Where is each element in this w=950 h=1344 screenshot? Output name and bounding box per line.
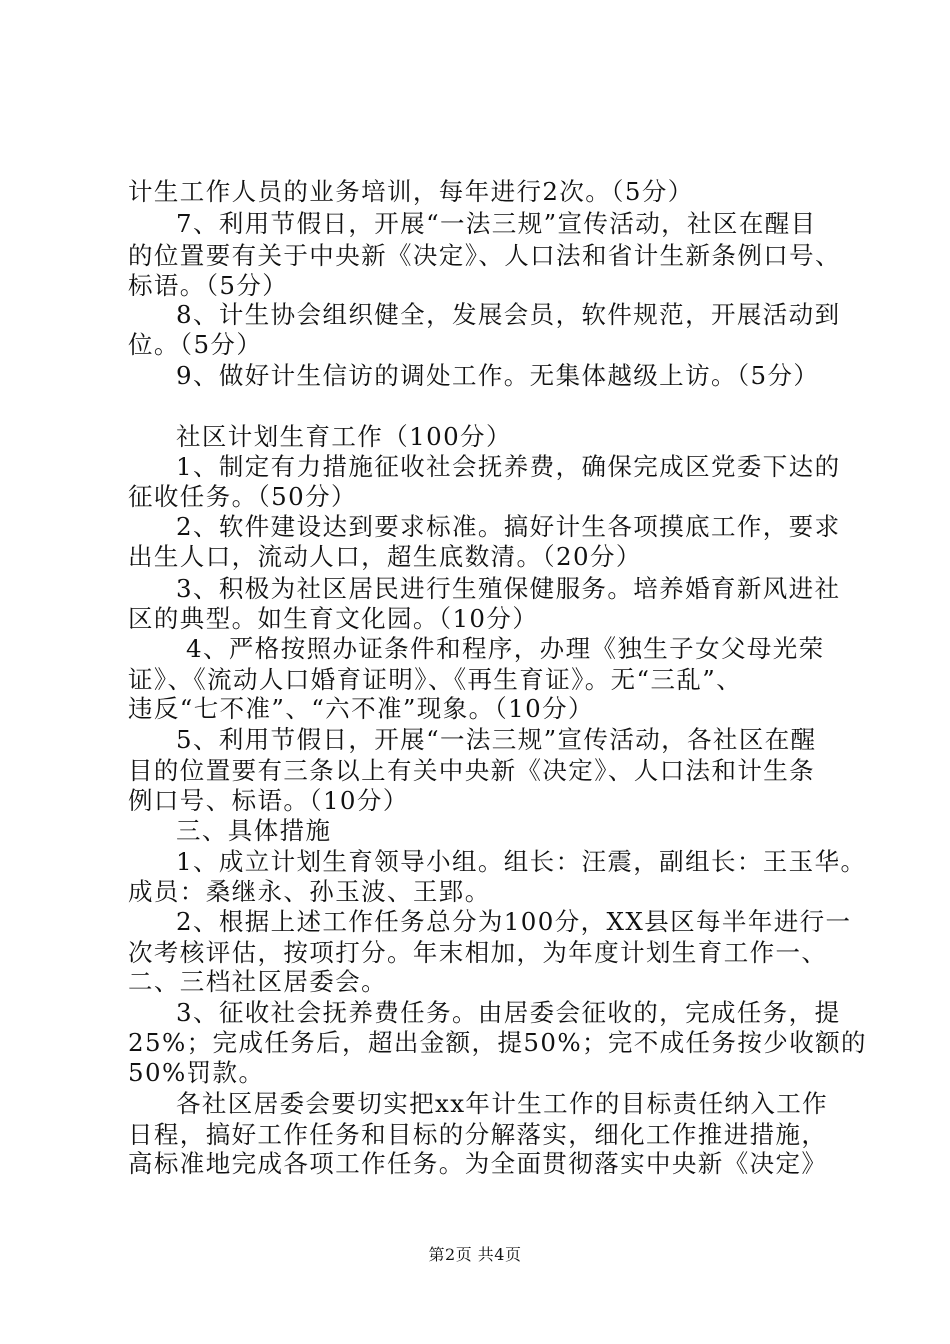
text-line: 的位置要有关于中央新《决定》、人口法和省计生新条例口号、: [128, 241, 841, 270]
text-line: 高标准地完成各项工作任务。为全面贯彻落实中央新《决定》: [128, 1149, 828, 1178]
text-line: 1、制定有力措施征收社会抚养费，确保完成区党委下达的: [176, 452, 841, 481]
text-line: 9、做好计生信访的调处工作。无集体越级上访。（5分）: [176, 361, 820, 390]
text-line: 位。（5分）: [128, 330, 263, 359]
page-number-footer: 第2页 共4页: [428, 1245, 522, 1264]
text-line: 5、利用节假日，开展“一法三规”宣传活动，各社区在醒: [176, 725, 817, 754]
text-line: 3、征收社会抚养费任务。由居委会征收的，完成任务，提: [176, 998, 841, 1027]
text-line: 计生工作人员的业务培训，每年进行2次。（5分）: [128, 177, 694, 206]
text-line: 4、严格按照办证条件和程序，办理《独生子女父母光荣: [186, 634, 825, 663]
text-line: 区的典型。如生育文化园。（10分）: [128, 604, 539, 633]
text-line: 7、利用节假日，开展“一法三规”宣传活动，社区在醒目: [176, 209, 817, 238]
text-line: 二、三档社区居委会。: [128, 967, 387, 996]
text-line: 次考核评估，按项打分。年末相加，为年度计划生育工作一、: [128, 938, 828, 967]
text-line: 征收任务。（50分）: [128, 482, 357, 511]
text-line: 2、软件建设达到要求标准。搞好计生各项摸底工作，要求: [176, 512, 841, 541]
text-line: 例口号、标语。（10分）: [128, 786, 409, 815]
section-heading: 社区计划生育工作（100分）: [176, 422, 512, 451]
text-line: 3、积极为社区居民进行生殖保健服务。培养婚育新风进社: [176, 574, 841, 603]
text-line: 25%；完成任务后，超出金额，提50%；完不成任务按少收额的: [128, 1028, 867, 1057]
text-line: 1、成立计划生育领导小组。组长：汪震，副组长：王玉华。: [176, 847, 867, 876]
text-line: 成员：桑继永、孙玉波、王郢。: [128, 877, 491, 906]
text-line: 出生人口，流动人口，超生底数清。（20分）: [128, 542, 642, 571]
text-line: 标语。（5分）: [128, 271, 289, 300]
text-line: 8、计生协会组织健全，发展会员，软件规范，开展活动到: [176, 300, 841, 329]
text-line: 50%罚款。: [128, 1058, 265, 1087]
text-line: 证》、《流动人口婚育证明》、《再生育证》。无“三乱”、: [128, 665, 743, 694]
text-line: 各社区居委会要切实把xx年计生工作的目标责任纳入工作: [176, 1089, 829, 1118]
text-line: 日程，搞好工作任务和目标的分解落实，细化工作推进措施，: [128, 1120, 828, 1149]
text-line: 目的位置要有三条以上有关中央新《决定》、人口法和计生条: [128, 756, 816, 785]
section-heading: 三、具体措施: [176, 816, 332, 845]
text-line: 2、根据上述工作任务总分为100分，XX县区每半年进行一: [176, 907, 852, 936]
text-line: 违反“七不准”、“六不准”现象。（10分）: [128, 694, 594, 723]
